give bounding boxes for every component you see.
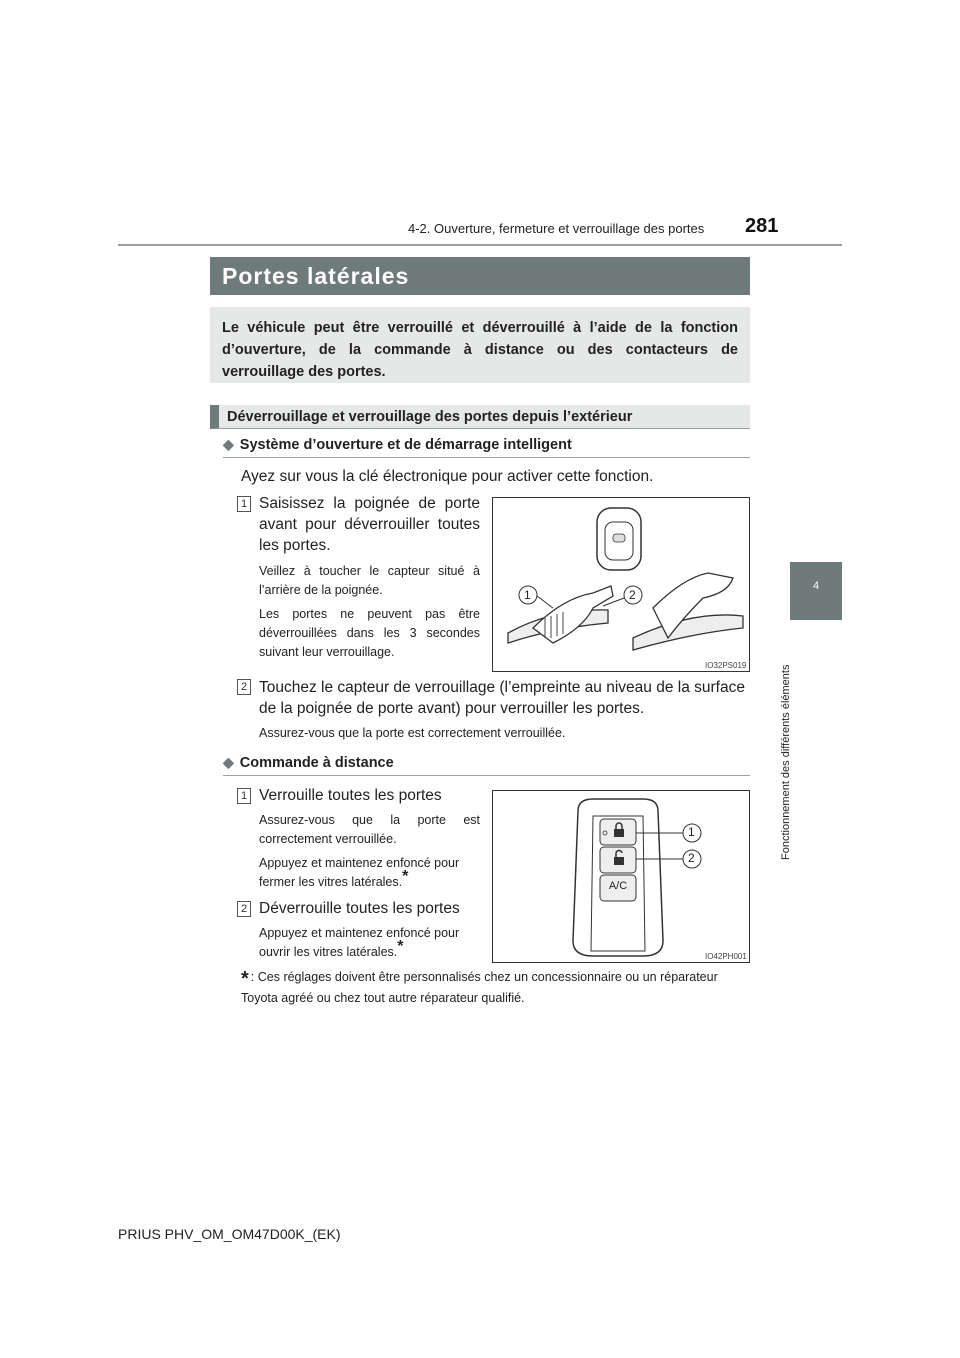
smart-step2-note: Assurez-vous que la porte est correctement verrouillée. xyxy=(259,726,566,740)
step-number-icon: 2 xyxy=(237,901,251,917)
step-number-icon: 1 xyxy=(237,496,251,512)
smart-step1-note1: Veillez à toucher le capteur situé à l’arrière de la poignée. xyxy=(259,564,480,597)
chapter-label: Fonctionnement des différents éléments xyxy=(780,664,792,860)
remote-heading xyxy=(223,754,394,771)
page-number: 281 xyxy=(745,215,779,237)
door-handle-drawing xyxy=(493,498,750,672)
diamond-bullet-icon: ◆ xyxy=(223,754,234,770)
remote-key-drawing xyxy=(493,791,750,963)
ac-button-label: A/C xyxy=(608,880,628,892)
chapter-tab xyxy=(790,562,842,620)
remote-heading-text: Commande à distance xyxy=(239,755,394,771)
footnote-text: : Ces réglages doivent être personnalisés chez un concessionnaire ou un réparateur Toyota agréé ou chez tout autre réparateur qualifié. xyxy=(241,970,718,1005)
remote-key-illustration xyxy=(492,790,750,963)
smart-step2-text: Touchez le capteur de verrouillage (l’empreinte au niveau de la surface de la poignée de porte avant) pour verrouiller les portes. xyxy=(259,679,745,717)
remote-step1-note2 xyxy=(259,854,480,892)
callout-2: 2 xyxy=(688,851,695,865)
smart-entry-heading-text: Système d’ouverture et de démarrage intelligent xyxy=(239,437,572,453)
step-number-icon: 1 xyxy=(237,788,251,804)
smart-entry-lead: Ayez sur vous la clé électronique pour activer cette fonction. xyxy=(241,468,654,485)
asterisk-marker: * xyxy=(402,867,409,885)
diamond-bullet-icon: ◆ xyxy=(223,436,234,452)
running-header: 4-2. Ouverture, fermeture et verrouillage des portes xyxy=(408,221,705,236)
footnote-marker: * xyxy=(241,968,249,990)
heading-rule xyxy=(223,457,750,458)
smart-step1-text: Saisissez la poignée de porte avant pour déverrouiller toutes les portes. xyxy=(259,495,480,554)
callout-1: 1 xyxy=(524,588,531,602)
section-heading: Déverrouillage et verrouillage des portes depuis l’extérieur xyxy=(210,405,750,429)
remote-step1-text: Verrouille toutes les portes xyxy=(259,787,442,804)
step-number-icon: 2 xyxy=(237,679,251,695)
door-handle-illustration xyxy=(492,497,750,672)
smart-step1-note2: Les portes ne peuvent pas être déverrouillées dans les 3 secondes suivant leur verrouillage. xyxy=(259,607,480,659)
heading-rule xyxy=(223,775,750,776)
remote-step2-note xyxy=(259,924,480,962)
footnote xyxy=(241,968,751,1008)
remote-step1-note1: Assurez-vous que la porte est correctement verrouillée. xyxy=(259,813,480,846)
illustration-code: IO42PH001 xyxy=(705,952,747,961)
intro-box: Le véhicule peut être verrouillé et déverrouillé à l’aide de la fonction d’ouverture, de la commande à distance ou des contacteurs de verrouillage des portes. xyxy=(210,307,750,383)
illustration-code: IO32PS019 xyxy=(705,661,747,670)
remote-step1-note2-text: Appuyez et maintenez enfoncé pour fermer les vitres latérales. xyxy=(259,856,460,889)
remote-step2-text: Déverrouille toutes les portes xyxy=(259,900,460,917)
smart-entry-heading xyxy=(223,436,572,453)
page-title: Portes latérales xyxy=(210,257,750,295)
chapter-number: 4 xyxy=(812,580,820,592)
remote-step2-note-text: Appuyez et maintenez enfoncé pour ouvrir les vitres latérales. xyxy=(259,926,460,959)
asterisk-marker: * xyxy=(397,937,404,955)
callout-2: 2 xyxy=(629,588,636,602)
header-rule xyxy=(118,244,842,246)
footer-code: PRIUS PHV_OM_OM47D00K_(EK) xyxy=(118,1226,341,1242)
callout-1: 1 xyxy=(688,825,695,839)
